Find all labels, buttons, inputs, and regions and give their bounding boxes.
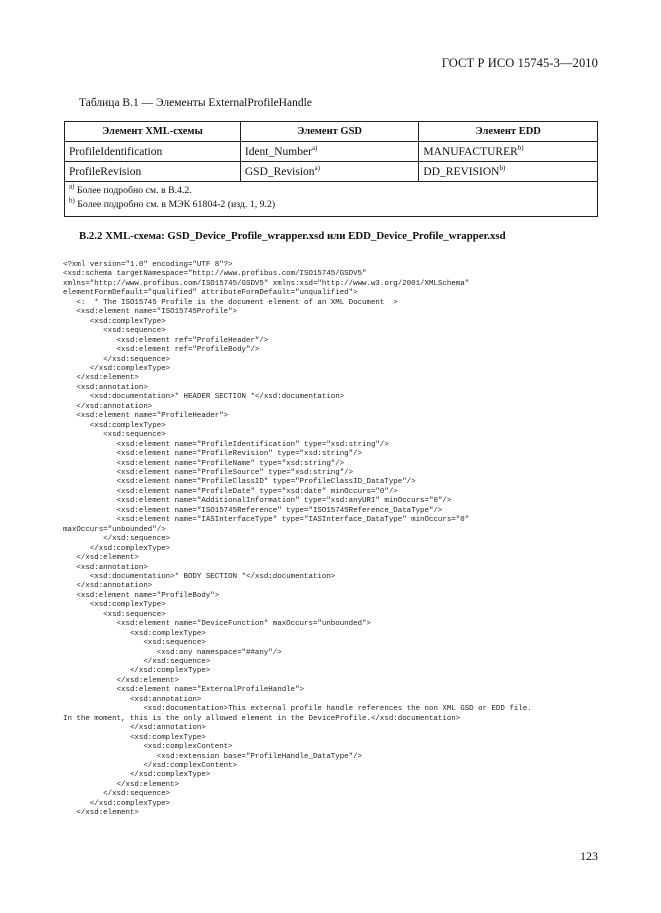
code-line: </xsd:sequence> <box>63 355 171 364</box>
cell-gsd <box>240 142 419 162</box>
cell-text: Ident_Number <box>244 145 312 158</box>
code-line: </xsd:element> <box>63 676 180 685</box>
code-line: <xsd:element name="ProfileClassID" type="ProfileClassID_DataType"/> <box>63 478 416 487</box>
footnote-ref: b) <box>499 163 506 172</box>
cell-xml <box>65 162 241 182</box>
footnote-ref: a) <box>311 143 318 152</box>
elements-table <box>64 121 598 217</box>
code-line: <xsd:element name="ProfileRevision" type="xsd:string"/> <box>63 450 363 459</box>
code-line: </xsd:sequence> <box>63 535 171 544</box>
code-line: <xsd:complexType> <box>63 317 166 326</box>
code-line: xmlns="http://www.profibus.com/ISO15745/GSDV5" xmlns:xsd="http://www.w3.org/2001/XMLSchema" <box>63 279 470 288</box>
note-mark: a) <box>69 182 75 191</box>
xml-code-block <box>63 261 532 819</box>
table-row <box>65 162 598 182</box>
code-line: maxOccurs="unbounded"/> <box>63 525 166 534</box>
code-line: </xsd:element> <box>63 554 139 563</box>
code-line: </xsd:element> <box>63 809 139 818</box>
table-note <box>69 198 593 212</box>
note-text: Более подробно см. в МЭК 61804-2 (изд. 1, 9.2) <box>77 199 276 210</box>
code-line: <xsd:element name="AdditionalInformation" type="xsd:anyURI" minOccurs="0"/> <box>63 497 452 506</box>
table-notes-row <box>65 182 598 217</box>
table-row <box>65 142 598 162</box>
note-mark: b) <box>69 196 75 205</box>
code-line: <xsd:element name="ExternalProfileHandle"> <box>63 686 305 695</box>
table-header-row <box>65 122 598 142</box>
code-line: <xsd:element name="ISO15745Reference" type="ISO15745Reference_DataType"/> <box>63 506 443 515</box>
code-line: <xsd:complexType> <box>63 629 206 638</box>
code-line: <xsd:annotation> <box>63 383 148 392</box>
code-line: <xsd:element name="IASInterfaceType" type="IASInterface_DataType" minOccurs="0" <box>63 516 470 525</box>
code-line: elementFormDefault="qualified" attributeFormDefault="unqualified"> <box>63 289 358 298</box>
code-line: </xsd:annotation> <box>63 402 153 411</box>
footnote-ref: b) <box>517 143 524 152</box>
table-caption: Таблица В.1 — Элементы ExternalProfileHandle <box>79 97 312 109</box>
code-line: <xsd:complexType> <box>63 421 166 430</box>
code-line: <xsd:element name="ProfileSource" type="xsd:string"/> <box>63 468 354 477</box>
code-line: </xsd:sequence> <box>63 658 211 667</box>
code-line: <xsd:documentation>* HEADER SECTION *</xsd:documentation> <box>63 393 345 402</box>
code-line: <xsd:sequence> <box>63 327 166 336</box>
code-line: <xsd:schema targetNamespace="http://www.profibus.com/ISO15745/GSDV5" <box>63 270 367 279</box>
cell-text: MANUFACTURER <box>423 145 518 158</box>
code-line: </xsd:complexType> <box>63 364 171 373</box>
code-line: <xsd:element name="ProfileBody"> <box>63 591 220 600</box>
standard-header: ГОСТ Р ИСО 15745-3—2010 <box>441 56 598 70</box>
note-text: Более подробно см. в В.4.2. <box>76 185 192 196</box>
code-line: </xsd:complexType> <box>63 667 211 676</box>
column-header-xml: Элемент XML-схемы <box>65 122 241 142</box>
cell-xml <box>65 142 241 162</box>
column-header-gsd: Элемент GSD <box>240 122 419 142</box>
code-line: <xsd:sequence> <box>63 610 166 619</box>
cell-text: GSD_Revision <box>244 165 315 178</box>
code-line: <xsd:element ref="ProfileBody"/> <box>63 346 260 355</box>
page-number: 123 <box>580 849 598 863</box>
code-line: </xsd:sequence> <box>63 790 171 799</box>
code-line: </xsd:complexType> <box>63 799 171 808</box>
table-notes <box>65 182 598 217</box>
code-line: <xsd:element ref="ProfileHeader"/> <box>63 336 269 345</box>
cell-edd <box>419 162 598 182</box>
code-line: <?xml version="1.0" encoding="UTF 8"?> <box>63 261 233 269</box>
table-note <box>69 184 593 198</box>
footnote-ref: a) <box>314 163 320 172</box>
code-line: <xsd:element name="ProfileIdentification" type="xsd:string"/> <box>63 440 389 449</box>
code-line: </xsd:annotation> <box>63 582 153 591</box>
code-line: <: * The ISO15745 Profile is the document element of an XML Document > <box>63 298 398 307</box>
cell-text: ProfileIdentification <box>69 145 163 158</box>
code-line: In the moment, this is the only allowed element in the DeviceProfile.</xsd:documentation> <box>63 714 461 723</box>
code-line: <xsd:annotation> <box>63 563 148 572</box>
code-line: </xsd:complexType> <box>63 771 211 780</box>
code-line: <xsd:any namespace="##any"/> <box>63 648 282 657</box>
code-line: </xsd:annotation> <box>63 724 206 733</box>
code-line: <xsd:element name="ProfileDate" type="xsd:date" minOccurs="0"/> <box>63 487 398 496</box>
code-line: <xsd:sequence> <box>63 639 206 648</box>
cell-edd <box>419 142 598 162</box>
code-line: <xsd:sequence> <box>63 431 166 440</box>
code-line: <xsd:complexContent> <box>63 743 233 752</box>
column-header-edd: Элемент EDD <box>419 122 598 142</box>
cell-text: ProfileRevision <box>69 165 142 178</box>
code-line: </xsd:element> <box>63 780 180 789</box>
code-line: <xsd:extension base="ProfileHandle_DataType"/> <box>63 752 363 761</box>
code-line: <xsd:annotation> <box>63 695 202 704</box>
code-line: <xsd:element name="ISO15745Profile"> <box>63 308 238 317</box>
code-line: <xsd:complexType> <box>63 733 206 742</box>
code-line: <xsd:documentation>* BODY SECTION *</xsd:documentation> <box>63 572 336 581</box>
section-title: B.2.2 XML-схема: GSD_Device_Profile_wrapper.xsd или EDD_Device_Profile_wrapper.xsd <box>79 230 506 242</box>
code-line: <xsd:documentation>This external profile handle references the non XML GSD or EDD file. <box>63 705 532 714</box>
code-line: <xsd:element name="DeviceFunction" maxOccurs="unbounded"> <box>63 620 371 629</box>
code-line: <xsd:element name="ProfileName" type="xsd:string"/> <box>63 459 345 468</box>
code-line: </xsd:element> <box>63 374 139 383</box>
cell-text: DD_REVISION <box>423 165 500 178</box>
cell-gsd <box>240 162 419 182</box>
code-line: <xsd:element name="ProfileHeader"> <box>63 412 229 421</box>
code-line: <xsd:complexType> <box>63 601 166 610</box>
code-line: </xsd:complexType> <box>63 544 171 553</box>
code-line: </xsd:complexContent> <box>63 762 238 771</box>
